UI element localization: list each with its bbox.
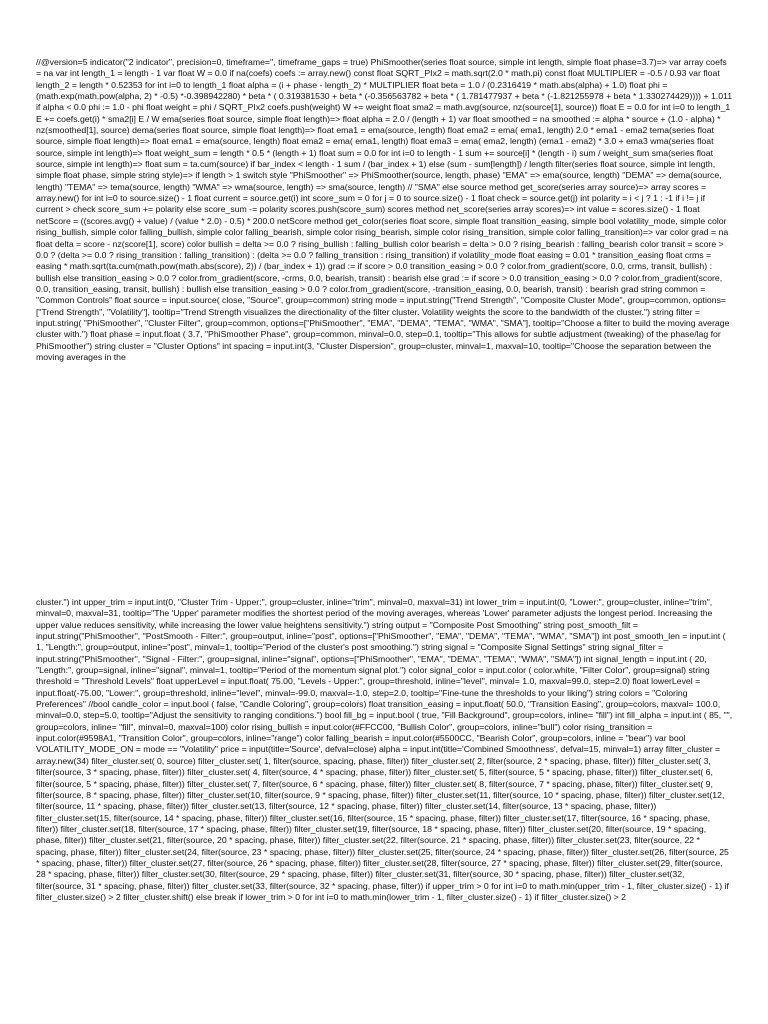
- code-text-block-top: //@version=5 indicator("2 indicator", precision=0, timeframe='', timeframe_gaps = true) PhiSmoother(series float source, simple int length, simple float phase=3.7)=> var array coefs = na var int length_1 = length - 1 var float W = 0.0 if na(coefs) coefs := array.new() const float SQRT_PIx2 = math.sqrt(2.0 * math.pi) const float MULTIPLIER = -0.5 / 0.93 var float length_2 = length * 0.52353 for int i=0 to length_1 float alpha = (i + phase - length_2) * MULTIPLIER float beta = 1.0 / (0.2316419 * math.abs(alpha) + 1.0) float phi = (math.exp(math.pow(alpha, 2) * -0.5) *-0.398942280) * beta * ( 0.319381530 + beta * (-0.356563782 + beta * ( 1.781477937 + beta * (-1.821255978 + beta * 1.330274429)))) + 1.011 if alpha < 0.0 phi := 1.0 - phi float weight = phi / SQRT_PIx2 coefs.push(weight) W += weight float sma2 = math.avg(source, nz(source[1], source)) float E = 0.0 for int i=0 to length_1 E += coefs.get(i) * sma2[i] E / W ema(series float source, simple float length)=> float alpha = 2.0 / (length + 1) var float smoothed = na smoothed := alpha * source + (1.0 - alpha) * nz(smoothed[1], source) dema(series float source, simple float length)=> float ema1 = ema(source, length) float ema2 = ema( ema1, length) 2.0 * ema1 - ema2 tema(series float source, simple float length)=> float ema1 = ema(source, length) float ema2 = ema( ema1, length) float ema3 = ema( ema2, length) (ema1 - ema2) * 3.0 + ema3 wma(series float source, simple int length)=> float weight_sum = length * 0.5 * (length + 1) float sum = 0.0 for int i=0 to length - 1 sum += source[i] * (length - i) sum / weight_sum sma(series float source, simple int length)=> float sum = ta.cum(source) if bar_index < length - 1 sum / (bar_index + 1) else (sum - sum[length]) / length filter(series float source, simple int length, simple float phase, simple string style)=> if length > 1 switch style "PhiSmoother" => PhiSmoother(source, length, phase) "EMA" => ema(source, length) "DEMA" => dema(source, length) "TEMA" => tema(source, length) "WMA" => wma(source, length) => sma(source, length) // "SMA" else source method get_score(series array source)=> array scores = array.new() for int i=0 to source.size() - 1 float current = source.get(i) int score_sum = 0 for j = 0 to source.size() - 1 float check = source.get(j) int polarity = i < j ? 1 : -1 if i != j if current > check score_sum += polarity else score_sum -= polarity scores.push(score_sum) scores method net_score(series array scores)=> int value = scores.size() - 1 float netScore = ((scores.avg() + value) / (value * 2.0) - 0.5) * 200.0 netScore method get_color(series float score, simple float transition_easing, simple bool volatility_mode, simple color rising_bullish, simple color falling_bullish, simple color falling_bearish, simple color rising_bearish, simple color rising_transition, simple color falling_transition)=> var color grad = na float delta = score - nz(score[1], score) color bullish = delta >= 0.0 ? rising_bullish : falling_bullish color bearish = delta > 0.0 ? rising_bearish : falling_bearish color transit = score > 0.0 ? (delta >= 0.0 ? rising_transition : falling_transition) : (delta >= 0.0 ? falling_transition : rising_transition) if volatility_mode float easing = 0.01 * transition_easing float crms = easing * math.sqrt(ta.cum(math.pow(math.abs(score), 2)) / (bar_index + 1)) grad := if score > 0.0 transition_easing > 0.0 ? color.from_gradient(score, 0.0, crms, transit, bullish) : bullish else transition_easing > 0.0 ? color.from_gradient(score, -crms, 0.0, bearish, transit) : bearish else grad := if score > 0.0 transition_easing > 0.0 ? color.from_gradient(score, 0.0, transition_easing, transit, bullish) : bullish else transition_easing > 0.0 ? color.from_gradient(score, -transition_easing, 0.0, bearish, transit) : bearish grad string common = "Common Controls" float source = input.source( close, "Source", group=common) string mode = input.string("Trend Strength", "Composite Cluster Mode", group=common, options=["Trend Strength", "Volatility"], tooltip="Trend Strength visualizes the directionality of the filter cluster. Volatility weights the score to the bandwidth of the cluster.") string filter = input.string( "PhiSmoother", "Cluster Filter", group=common, options=["PhiSmoother", "EMA", "DEMA", "TEMA", "WMA", "SMA"], tooltip="Choose a filter to build the moving average cluster with.") float phase = input.float ( 3.7, "PhiSmoother Phase", group=common, minval=0.0, step=0.1, tooltip="This allows for subtle adjustment (tweaking) of the phase/lag for PhiSmoother") string cluster = "Cluster Options" int spacing = input.int(3, "Cluster Dispersion", group=cluster, minval=1, maxval=10, tooltip="Choose the separation between the moving averages in the: [36, 57, 733, 362]
- code-text-block-bottom: cluster.") int upper_trim = input.int(0, "Cluster Trim - Upper:", group=cluster, inline="trim", minval=0, maxval=31) int lower_trim = input.int(0, "Lower:", group=cluster, inline="trim", minval=0, maxval=31, tooltip="The 'Upper' parameter modifies the shortest period of the moving averages, whereas 'Lower' parameter adjusts the longest period. Increasing the upper value reduces sensitivity, while increasing the lower value heightens sensitivity.") string output = "Composite Post Smoothing" string post_smooth_filt = input.string("PhiSmoother", "PostSmooth - Filter:", group=output, inline="post", options=["PhiSmoother", "EMA", "DEMA", "TEMA", "WMA", "SMA"]) int post_smooth_len = input.int ( 1, "Length:", group=output, inline="post", minval=1, tooltip="Period of the cluster's post smoothing.") string signal = "Composite Signal Settings" string signal_filter = input.string("PhiSmoother", "Signal - Filter:", group=signal, inline="signal", options=["PhiSmoother", "EMA", "DEMA", "TEMA", "WMA", "SMA"]) int signal_length = input.int ( 20, "Length:", group=signal, inline="signal", minval=1, tooltip="Period of the momentum signal plot.") color signal_color = input.color ( color.white, "Filter Color", group=signal) string threshold = "Threshold Levels" float upperLevel = input.float( 75.00, "Levels - Upper:", group=threshold, inline="level", minval= 1.0, maxval=99.0, step=2.0) float lowerLevel = input.float(-75.00, "Lower:", group=threshold, inline="level", minval=-99.0, maxval=-1.0, step=2.0, tooltip="Fine-tune the thresholds to your liking") string colors = "Coloring Preferences" //bool candle_color = input.bool ( false, "Candle Coloring", group=colors) float transition_easing = input.float( 50.0, "Transition Easing", group=colors, maxval= 100.0, minval=0.0, step=5.0, tooltip="Adjust the sensitivity to ranging conditions.") bool fill_bg = input.bool ( true, "Fill Background", group=colors, inline= "fill") int fill_alpha = input.int ( 85, "", group=colors, inline= "fill", minval=0, maxval=100) color rising_bullish = input.color(#FFCC00, "Bullish Color", group=colors, inline="bull") color rising_transition = input.color(#9598A1, "Transition Color", group=colors, inline="range") color falling_bearish = input.color(#5500CC, "Bearish Color", group=colors, inline = "bear") var bool VOLATILITY_MODE_ON = mode == "Volatility" price = input(title='Source', defval=close) alpha = input.int(title='Combined Smoothness', defval=15, minval=1) array filter_cluster = array.new(34) filter_cluster.set( 0, source) filter_cluster.set( 1, filter(source, spacing, phase, filter)) filter_cluster.set( 2, filter(source, 2 * spacing, phase, filter)) filter_cluster.set( 3, filter(source, 3 * spacing, phase, filter)) filter_cluster.set( 4, filter(source, 4 * spacing, phase, filter)) filter_cluster.set( 5, filter(source, 5 * spacing, phase, filter)) filter_cluster.set( 6, filter(source, 5 * spacing, phase, filter)) filter_cluster.set( 7, filter(source, 6 * spacing, phase, filter)) filter_cluster.set( 8, filter(source, 7 * spacing, phase, filter)) filter_cluster.set( 9, filter(source, 8 * spacing, phase, filter)) filter_cluster.set(10, filter(source, 9 * spacing, phase, filter)) filter_cluster.set(11, filter(source, 10 * spacing, phase, filter)) filter_cluster.set(12, filter(source, 11 * spacing, phase, filter)) filter_cluster.set(13, filter(source, 12 * spacing, phase, filter)) filter_cluster.set(14, filter(source, 13 * spacing, phase, filter)) filter_cluster.set(15, filter(source, 14 * spacing, phase, filter)) filter_cluster.set(16, filter(source, 15 * spacing, phase, filter)) filter_cluster.set(17, filter(source, 16 * spacing, phase, filter)) filter_cluster.set(18, filter(source, 17 * spacing, phase, filter)) filter_cluster.set(19, filter(source, 18 * spacing, phase, filter)) filter_cluster.set(20, filter(source, 19 * spacing, phase, filter)) filter_cluster.set(21, filter(source, 20 * spacing, phase, filter)) filter_cluster.set(22, filter(source, 21 * spacing, phase, filter)) filter_cluster.set(23, filter(source, 22 * spacing, phase, filter)) filter_cluster.set(24, filter(source, 23 * spacing, phase, filter)) filter_cluster.set(25, filter(source, 24 * spacing, phase, filter)) filter_cluster.set(26, filter(source, 25 * spacing, phase, filter)) filter_cluster.set(27, filter(source, 26 * spacing, phase, filter)) filter_cluster.set(28, filter(source, 27 * spacing, phase, filter)) filter_cluster.set(29, filter(source, 28 * spacing, phase, filter)) filter_cluster.set(30, filter(source, 29 * spacing, phase, filter)) filter_cluster.set(31, filter(source, 30 * spacing, phase, filter)) filter_cluster.set(32, filter(source, 31 * spacing, phase, filter)) filter_cluster.set(33, filter(source, 32 * spacing, phase, filter)) if upper_trim > 0 for int i=0 to math.min(upper_trim - 1, filter_cluster.size() - 1) if filter_cluster.size() > 2 filter_cluster.shift() else break if lower_trim > 0 for int i=0 to math.min(lower_trim - 1, filter_cluster.size() - 1) if filter_cluster.size() > 2: [36, 597, 733, 902]
